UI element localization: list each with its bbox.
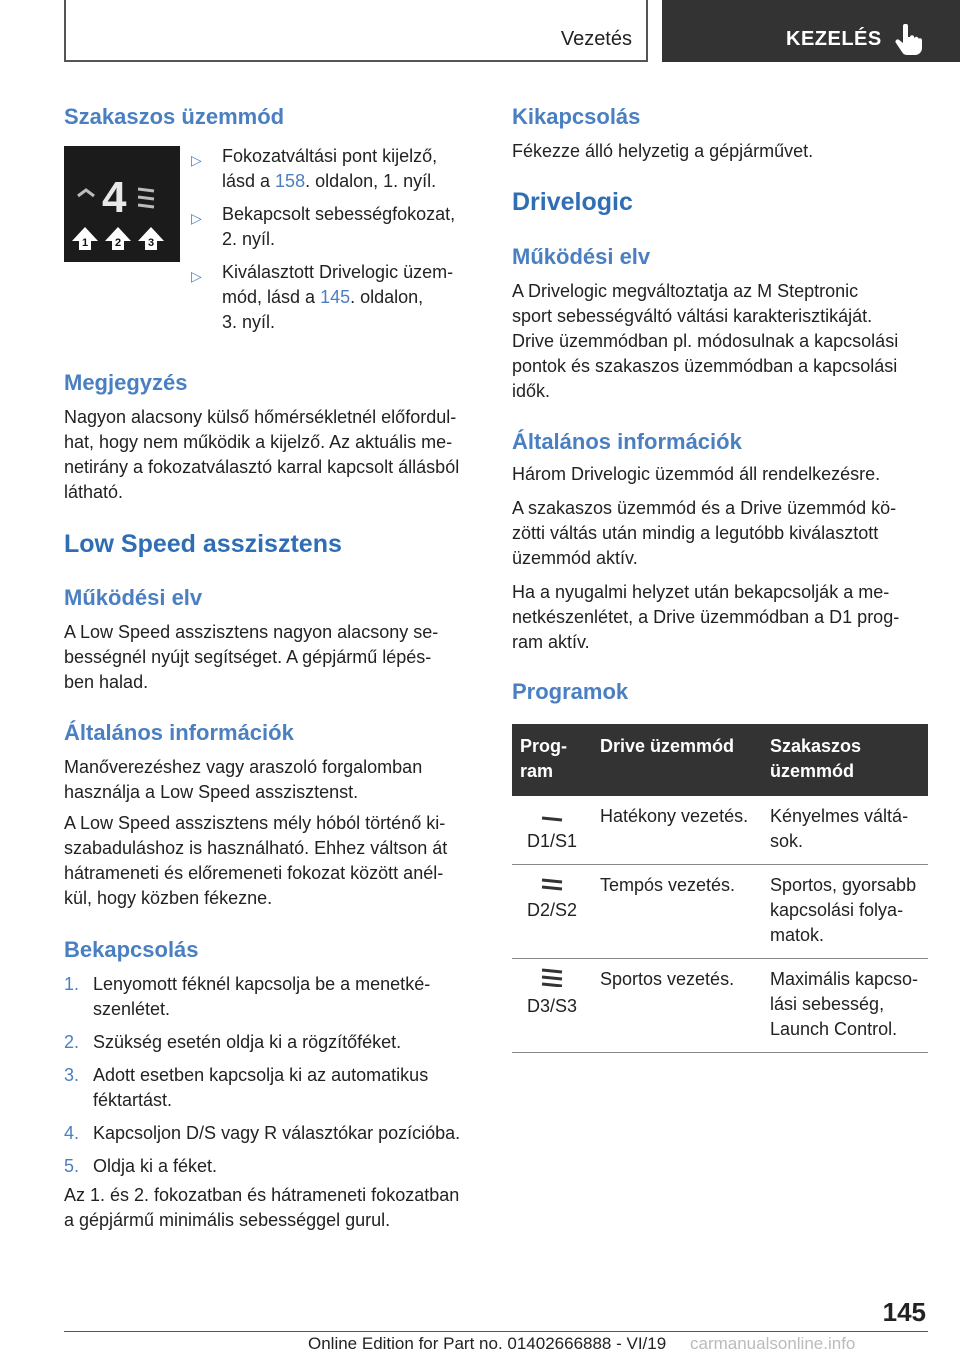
heading-drivelogic: Drivelogic <box>512 188 633 216</box>
bullet-item: ▷ Fokozatváltási pont kijelző, lásd a 158. oldalon, 1. nyíl. <box>191 146 438 191</box>
table-row: D3/S3 Sportos vezetés. Maximális kapcso- lási sebesség, Launch Control. <box>512 959 928 1053</box>
heading-programok: Programok <box>512 679 629 704</box>
drivelogic-2-bar-icon <box>540 875 564 891</box>
drivelogic-3-bar-icon <box>540 967 564 987</box>
step-item: 4. Kapcsoljon D/S vagy R választókar pozícióba. <box>64 1123 461 1143</box>
table-row: D1/S1 Hatékony vezetés. Kényelmes váltá- sok. <box>512 796 928 865</box>
watermark: carmanualsonline.info <box>690 1334 856 1353</box>
header-section-tab <box>64 0 648 62</box>
ls-mukodesi-paragraph: A Low Speed asszisztens nagyon alacsony se- bességnél nyújt segítséget. A gépjármű lépés- ben halad. <box>64 622 439 692</box>
triangle-bullet-icon: ▷ <box>191 268 202 284</box>
header-chapter-tab <box>662 0 960 62</box>
pointing-hand-icon <box>894 24 922 56</box>
heading-szakaszos: Szakaszos üzemmód <box>64 104 285 129</box>
heading-kikapcsolas: Kikapcsolás <box>512 104 641 129</box>
heading-low-speed: Low Speed asszisztens <box>64 530 342 558</box>
note-paragraph: Nagyon alacsony külső hőmérsékletnél előfordul- hat, hogy nem működik a kijelző. Az aktuális me- netirány a fokozatválasztó karral kapcsolt állásból látható. <box>64 407 460 502</box>
heading-megjegyzes: Megjegyzés <box>64 370 188 395</box>
edition-text: Online Edition for Part no. 01402666888 - VI/19 <box>308 1334 667 1353</box>
header-chapter-label: KEZELÉS <box>786 28 882 50</box>
col-header-program: Prog- ram <box>512 724 592 796</box>
footer-divider <box>64 1331 928 1332</box>
triangle-bullet-icon: ▷ <box>191 210 202 226</box>
col-header-drive: Drive üzemmód <box>592 724 762 796</box>
ls-general-p2: A Low Speed asszisztens mély hóból történő ki- szabaduláshoz is használható. Ehhez váltson át hátrameneti és előremeneti fokozat között anél- kül, hogy közben fékezne. <box>64 813 448 908</box>
program-cell: D3/S3 <box>512 959 592 1053</box>
after-steps-paragraph: Az 1. és 2. fokozatban és hátrameneti fokozatban a gépjármű minimális sebességgel gurul. <box>64 1185 460 1230</box>
programs-table <box>512 724 928 1053</box>
ls-general-p1: Manőverezéshez vagy araszoló forgalomban használja a Low Speed asszisztenst. <box>64 757 423 802</box>
drivelogic-1-bar-icon <box>540 806 564 822</box>
arrow-label-2: 2 <box>115 237 122 249</box>
dl-general-p3: Ha a nyugalmi helyzet után bekapcsolják a me- netkészenlétet, a Drive üzemmódban a D1 prog- ram aktív. <box>512 582 900 652</box>
heading-ls-mukodesi: Működési elv <box>64 585 203 610</box>
step-item: 1. Lenyomott féknél kapcsolja be a menetké- szenlétet. <box>64 974 431 1019</box>
col-header-szakaszos: Szakaszos üzemmód <box>762 724 928 796</box>
page-link-158[interactable]: 158 <box>275 171 306 191</box>
heading-dl-mukodesi: Működési elv <box>512 244 651 269</box>
step-item: 5. Oldja ki a féket. <box>64 1156 218 1176</box>
gear-number: 4 <box>102 173 127 222</box>
page-link-145[interactable]: 145 <box>320 287 351 307</box>
kikapcsolas-text: Fékezze álló helyzetig a gépjárművet. <box>512 141 814 161</box>
dl-general-p1: Három Drivelogic üzemmód áll rendelkezésre. <box>512 464 881 484</box>
table-row: D2/S2 Tempós vezetés. Sportos, gyorsabb kapcsolási folya- matok. <box>512 865 928 959</box>
heading-bekapcsolas: Bekapcsolás <box>64 937 199 962</box>
steps-list <box>64 972 480 1187</box>
program-cell: D1/S1 <box>512 796 592 865</box>
page-number: 145 <box>882 1297 926 1327</box>
step-item: 2. Szükség esetén oldja ki a rögzítőféket. <box>64 1032 402 1052</box>
table-header-row <box>512 724 928 796</box>
program-cell: D2/S2 <box>512 865 592 959</box>
header-section-label: Vezetés <box>560 28 632 50</box>
dl-mukodesi-paragraph: A Drivelogic megváltoztatja az M Steptronic sport sebességváltó váltási karakterisztikáját. Drive üzemmódban pl. módosulnak a kapcsolási pontok és szakaszos üzemmódban a kapcsolási idők. <box>512 281 899 401</box>
heading-ls-altalanos: Általános információk <box>64 720 294 745</box>
bullet-list <box>191 144 480 335</box>
drivelogic-bars-icon <box>138 189 154 207</box>
arrow-label-3: 3 <box>148 237 155 249</box>
arrow-label-1: 1 <box>82 237 89 249</box>
bullet-item: ▷ Kiválasztott Drivelogic üzem- mód, lásd a 145. oldalon, 3. nyíl. <box>191 262 454 332</box>
heading-dl-altalanos: Általános információk <box>512 429 742 454</box>
upshift-arrow-icon <box>78 190 94 196</box>
step-item: 3. Adott esetben kapcsolja ki az automatikus féktartást. <box>64 1065 429 1110</box>
bullet-item: ▷ Bekapcsolt sebességfokozat, 2. nyíl. <box>191 204 456 249</box>
triangle-bullet-icon: ▷ <box>191 152 202 168</box>
dl-general-p2: A szakaszos üzemmód és a Drive üzemmód kö- zötti váltás után mindig a legutóbb kiválasztott üzemmód aktív. <box>512 498 897 568</box>
gear-display-image <box>64 146 180 262</box>
